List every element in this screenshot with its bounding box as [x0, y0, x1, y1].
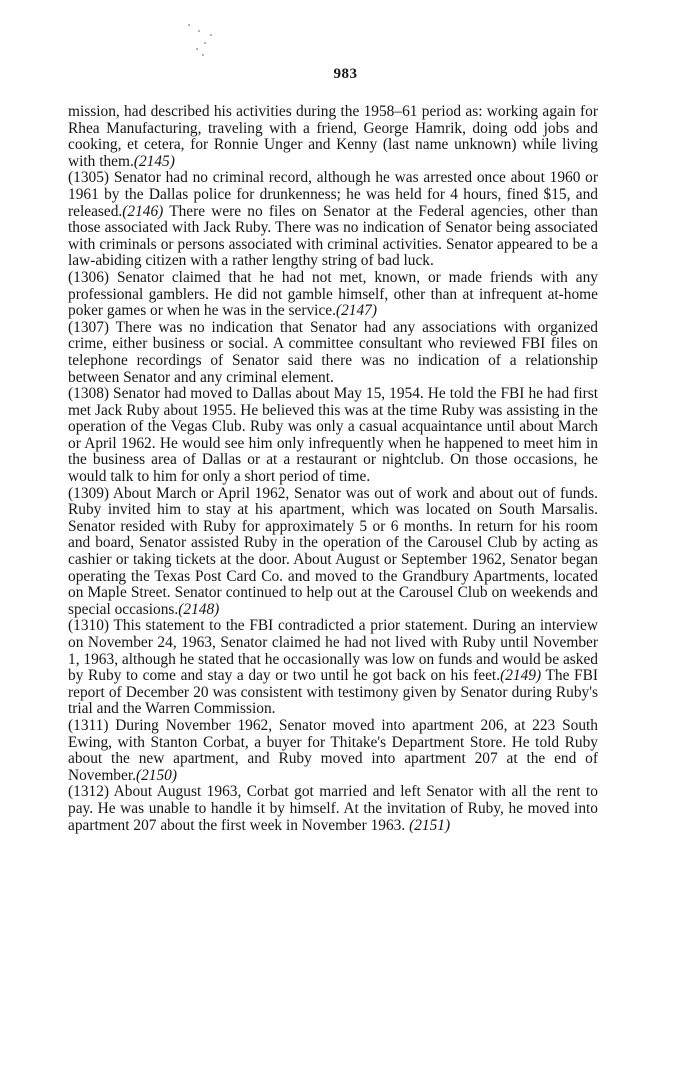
citation: (2151)	[409, 816, 451, 834]
paragraph-1306	[68, 270, 598, 320]
paragraph-1309	[68, 486, 598, 619]
paragraph-text: Senator claimed that he had not met, known, or made friends with any professional gamblers. He did not gamble himself, other than at infrequent at-home poker games or when he was in the service.	[68, 268, 598, 320]
paragraph-text: Senator had moved to Dallas about May 15, 1954. He told the FBI he had first met Jack Ruby about 1955. He believed this was at the time Ruby was assisting in the operation of the Vegas Club. Ruby was only a casual acquaintance until about March or April 1962. He would see him only infrequently when he happened to meet him in the business area of Dallas or at a restaurant or nightclub. On those occasions, he would talk to him for only a short period of time.	[68, 385, 598, 486]
citation: (2149)	[500, 667, 542, 685]
paragraph-number: (1306)	[68, 268, 110, 286]
paragraph-number: (1312)	[68, 783, 110, 801]
paragraph-1312	[68, 784, 598, 834]
paragraph-number: (1311)	[68, 716, 109, 734]
paragraph-text: Senator had no criminal record, although he was arrested once about 1960 or 1961 by the Dallas police for drunkenness; he was held for 4 hours, fined $15, and released.	[68, 169, 598, 220]
paragraph-1308	[68, 386, 598, 486]
paragraph-text: During November 1962, Senator moved into apartment 206, at 223 South Ewing, with Stanton Corbat, a buyer for Thitake's Department Store. He told Ruby about the new apartment, and Ruby moved into apartment 207 at the end of November.	[68, 716, 598, 784]
paragraph-number: (1310)	[68, 617, 110, 635]
citation: (2146)	[122, 202, 164, 220]
citation: (2147)	[335, 302, 378, 320]
paragraph-number: (1305)	[68, 169, 110, 187]
paragraph-1305	[68, 170, 598, 270]
paragraph-continuation	[68, 104, 598, 170]
citation: (2148)	[178, 600, 220, 618]
paragraph-number: (1307)	[68, 318, 110, 336]
body-text	[68, 104, 598, 834]
paragraph-text: There was no indication that Senator had any associations with organized crime, either business or social. A committee consultant who reviewed FBI files on telephone recordings of Senator said there was no indication of a relationship between Senator and any criminal element.	[68, 318, 598, 386]
paragraph-number: (1308)	[68, 385, 110, 403]
paragraph-text: There were no files on Senator at the Federal agencies, other than those associated with Jack Ruby. There was no indication of Senator being associated with criminals or persons associated with criminal activities. Senator appeared to be a law-abiding citizen with a rather lengthy string of bad luck.	[68, 202, 598, 270]
paragraph-text: mission, had described his activities during the 1958–61 period as: working again for Rhea Manufacturing, traveling with a friend, George Hamrik, doing odd jobs and cooking, et cetera, for Ronnie Unger and Kenny (last name unknown) while living with them.	[68, 103, 598, 170]
citation: (2150)	[135, 766, 178, 784]
paragraph-1311	[68, 718, 598, 784]
page-number: 983	[333, 66, 358, 82]
paragraph-text: About August 1963, Corbat got married and left Senator with all the rent to pay. He was unable to handle it by himself. At the invitation of Ruby, he moved into apartment 207 about the first week in November 1963.	[68, 783, 598, 834]
paragraph-text: About March or April 1962, Senator was out of work and about out of funds. Ruby invited him to stay at his apartment, which was located on South Marsalis. Senator resided with Ruby for approximately 5 or 6 months. In return for his room and board, Senator assisted Ruby in the operation of the Carousel Club by acting as cashier or taking tickets at the door. About August or September 1962, Senator began operating the Texas Post Card Co. and moved to the Grandbury Apartments, located on Maple Street. Senator continued to help out at the Carousel Club on weekends and special occasions.	[68, 484, 598, 618]
paragraph-number: (1309)	[68, 484, 110, 502]
scan-artifact-dots	[178, 18, 218, 58]
paragraph-1310	[68, 618, 598, 718]
citation: (2145)	[133, 152, 175, 170]
paragraph-text: The FBI report of December 20 was consistent with testimony given by Senator during Ruby's trial and the Warren Commission.	[68, 667, 598, 718]
paragraph-text: This statement to the FBI contradicted a prior statement. During an interview on November 24, 1963, Senator claimed he had not lived with Ruby until November 1, 1963, although he stated that he occasionally was low on funds and would be asked by Ruby to come and stay a day or two until he got back on his feet.	[68, 617, 598, 685]
paragraph-1307	[68, 320, 598, 386]
